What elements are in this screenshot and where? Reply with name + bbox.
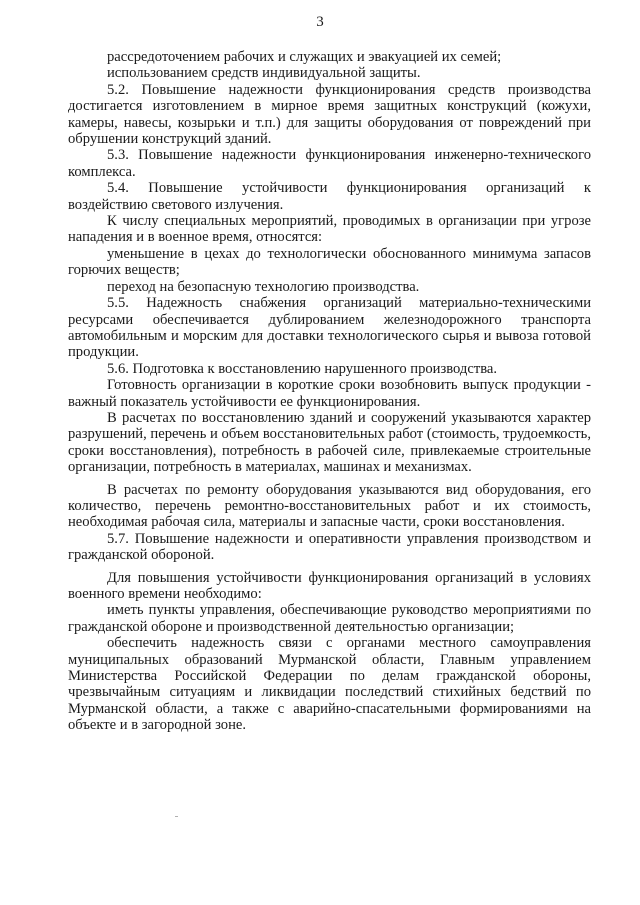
paragraph-wartime-stability: Для повышения устойчивости функционирования организаций в условиях военного времени необходимо:: [68, 569, 591, 602]
scan-artifact: [175, 816, 178, 817]
paragraph-section-5-5: 5.5. Надежность снабжения организаций материально-техническими ресурсами обеспечивается дублированием железнодорожного транспорта автомобильным и морским для доставки технологического сырья и вывоза готовой продукции.: [68, 295, 591, 361]
paragraph-ppe: использованием средств индивидуальной защиты.: [107, 65, 421, 82]
paragraph-communications: обеспечить надежность связи с органами местного самоуправления муниципальных образований Мурманской области, Главным управлением Министерства Российской Федерации по делам гражданской обороны, чрезвычайным ситуациям и ликвидации последствий стихийных бедствий по Мурманской области, а также с аварийно-спасательными формированиями на объекте и в загородной зоне.: [68, 635, 591, 734]
document-body: [68, 49, 591, 734]
paragraph-section-5-6: 5.6. Подготовка к восстановлению нарушенного производства.: [107, 360, 498, 377]
paragraph-building-restoration: В расчетах по восстановлению зданий и сооружений указываются характер разрушений, перечень и объем восстановительных работ (стоимость, трудоемкость, сроки восстановления), потребность в рабочей силе, привлекаемые строительные организации, потребность в материалах, машинах и механизмах.: [68, 409, 591, 476]
paragraph-control-points: иметь пункты управления, обеспечивающие руководство мероприятиями по гражданской обороне и производственной деятельностью организации;: [68, 602, 591, 635]
paragraph-section-5-7: 5.7. Повышение надежности и оперативности управления производством и гражданской обороной.: [68, 530, 591, 564]
paragraph-special-measures: К числу специальных мероприятий, проводимых в организации при угрозе нападения и в военное время, относятся:: [68, 213, 591, 246]
paragraph-section-5-2: 5.2. Повышение надежности функционирования средств производства достигается изготовлением в мирное время защитных конструкций (кожухи, камеры, навесы, козырьки и т.п.) для защиты оборудования от повреждений при обрушении конструкций зданий.: [68, 81, 591, 148]
paragraph-equipment-repair: В расчетах по ремонту оборудования указываются вид оборудования, его количество, перечень ремонтно-восстановительных работ и их стоимость, необходимая рабочая сила, материалы и запасные части, сроки восстановления.: [68, 481, 591, 531]
paragraph-safe-technology: переход на безопасную технологию производства.: [107, 278, 420, 295]
paragraph-section-5-3: 5.3. Повышение надежности функционирования инженерно-технического комплекса.: [68, 147, 591, 180]
paragraph-reduce-stocks: уменьшение в цехах до технологически обоснованного минимума запасов горючих веществ;: [68, 245, 591, 279]
paragraph-dispersal: рассредоточением рабочих и служащих и эвакуацией их семей;: [107, 49, 502, 65]
page-number: 3: [316, 14, 324, 30]
paragraph-readiness: Готовность организации в короткие сроки возобновить выпуск продукции - важный показатель устойчивости ее функционирования.: [68, 377, 591, 410]
paragraph-section-5-4: 5.4. Повышение устойчивости функционирования организаций к воздействию светового излучения.: [68, 180, 591, 213]
